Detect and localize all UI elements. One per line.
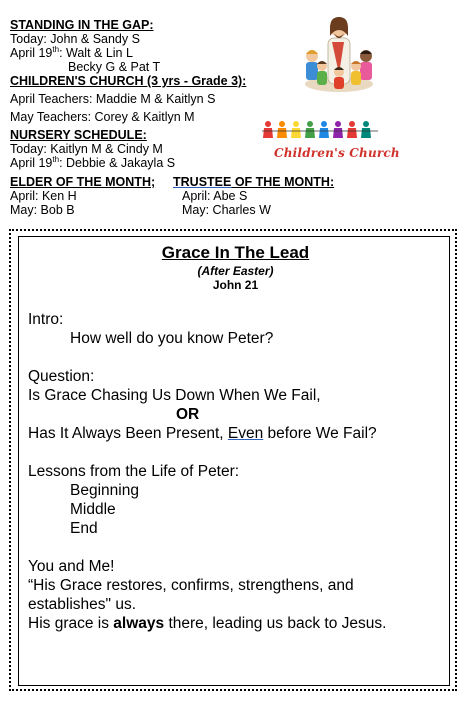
standing-heading: STANDING IN THE GAP: xyxy=(10,18,154,32)
elder-april: April: Ken H xyxy=(10,189,77,203)
childrens-church-logo-text: Children's Church xyxy=(274,146,400,160)
intro-question: How well do you know Peter? xyxy=(70,330,274,347)
intro-label: Intro: xyxy=(28,311,64,328)
trustee-april: April: Abe S xyxy=(182,189,248,203)
sermon-reference: John 21 xyxy=(212,278,259,292)
question-or: OR xyxy=(176,406,200,423)
nursery-heading: NURSERY SCHEDULE: xyxy=(10,128,147,142)
quote-line-1: “His Grace restores, confirms, strengthens, and xyxy=(28,577,354,594)
childrens-april: April Teachers: Maddie M & Kaitlyn S xyxy=(10,92,216,106)
nursery-april: April 19th: Debbie & Jakayla S xyxy=(10,154,176,170)
you-and-me: You and Me! xyxy=(28,558,115,575)
nursery-today: Today: Kaitlyn M & Cindy M xyxy=(10,142,163,156)
closing-line: His grace is always there, leading us back to Jesus. xyxy=(28,615,387,632)
elder-may: May: Bob B xyxy=(10,203,75,217)
quote-line-2: establishes" us. xyxy=(28,596,137,613)
sermon-subtitle: (After Easter) xyxy=(197,264,274,278)
question-label: Question: xyxy=(28,368,95,385)
jesus-with-children-image xyxy=(300,14,378,94)
childrens-may: May Teachers: Corey & Kaitlyn M xyxy=(10,110,195,124)
lesson-beginning: Beginning xyxy=(70,482,139,499)
sermon-body xyxy=(28,310,448,633)
question-line-2: Has It Always Been Present, Even before We Fail? xyxy=(28,425,377,442)
standing-april-cont: Becky G & Pat T xyxy=(68,60,161,74)
month-section xyxy=(10,175,470,217)
lesson-middle: Middle xyxy=(70,501,116,518)
trustee-heading: TRUSTEE OF THE MONTH: xyxy=(173,175,335,189)
trustee-may: May: Charles W xyxy=(182,203,271,217)
standing-april: April 19th: Walt & Lin L xyxy=(10,44,133,60)
lesson-end: End xyxy=(70,520,98,537)
standing-today: Today: John & Sandy S xyxy=(10,32,140,46)
lessons-label: Lessons from the Life of Peter: xyxy=(28,463,240,480)
sermon-title: Grace In The Lead xyxy=(161,243,310,262)
question-line-1: Is Grace Chasing Us Down When We Fail, xyxy=(28,387,321,404)
elder-heading: ELDER OF THE MONTH; xyxy=(10,175,156,189)
childrens-heading: CHILDREN'S CHURCH (3 yrs - Grade 3): xyxy=(10,74,247,88)
